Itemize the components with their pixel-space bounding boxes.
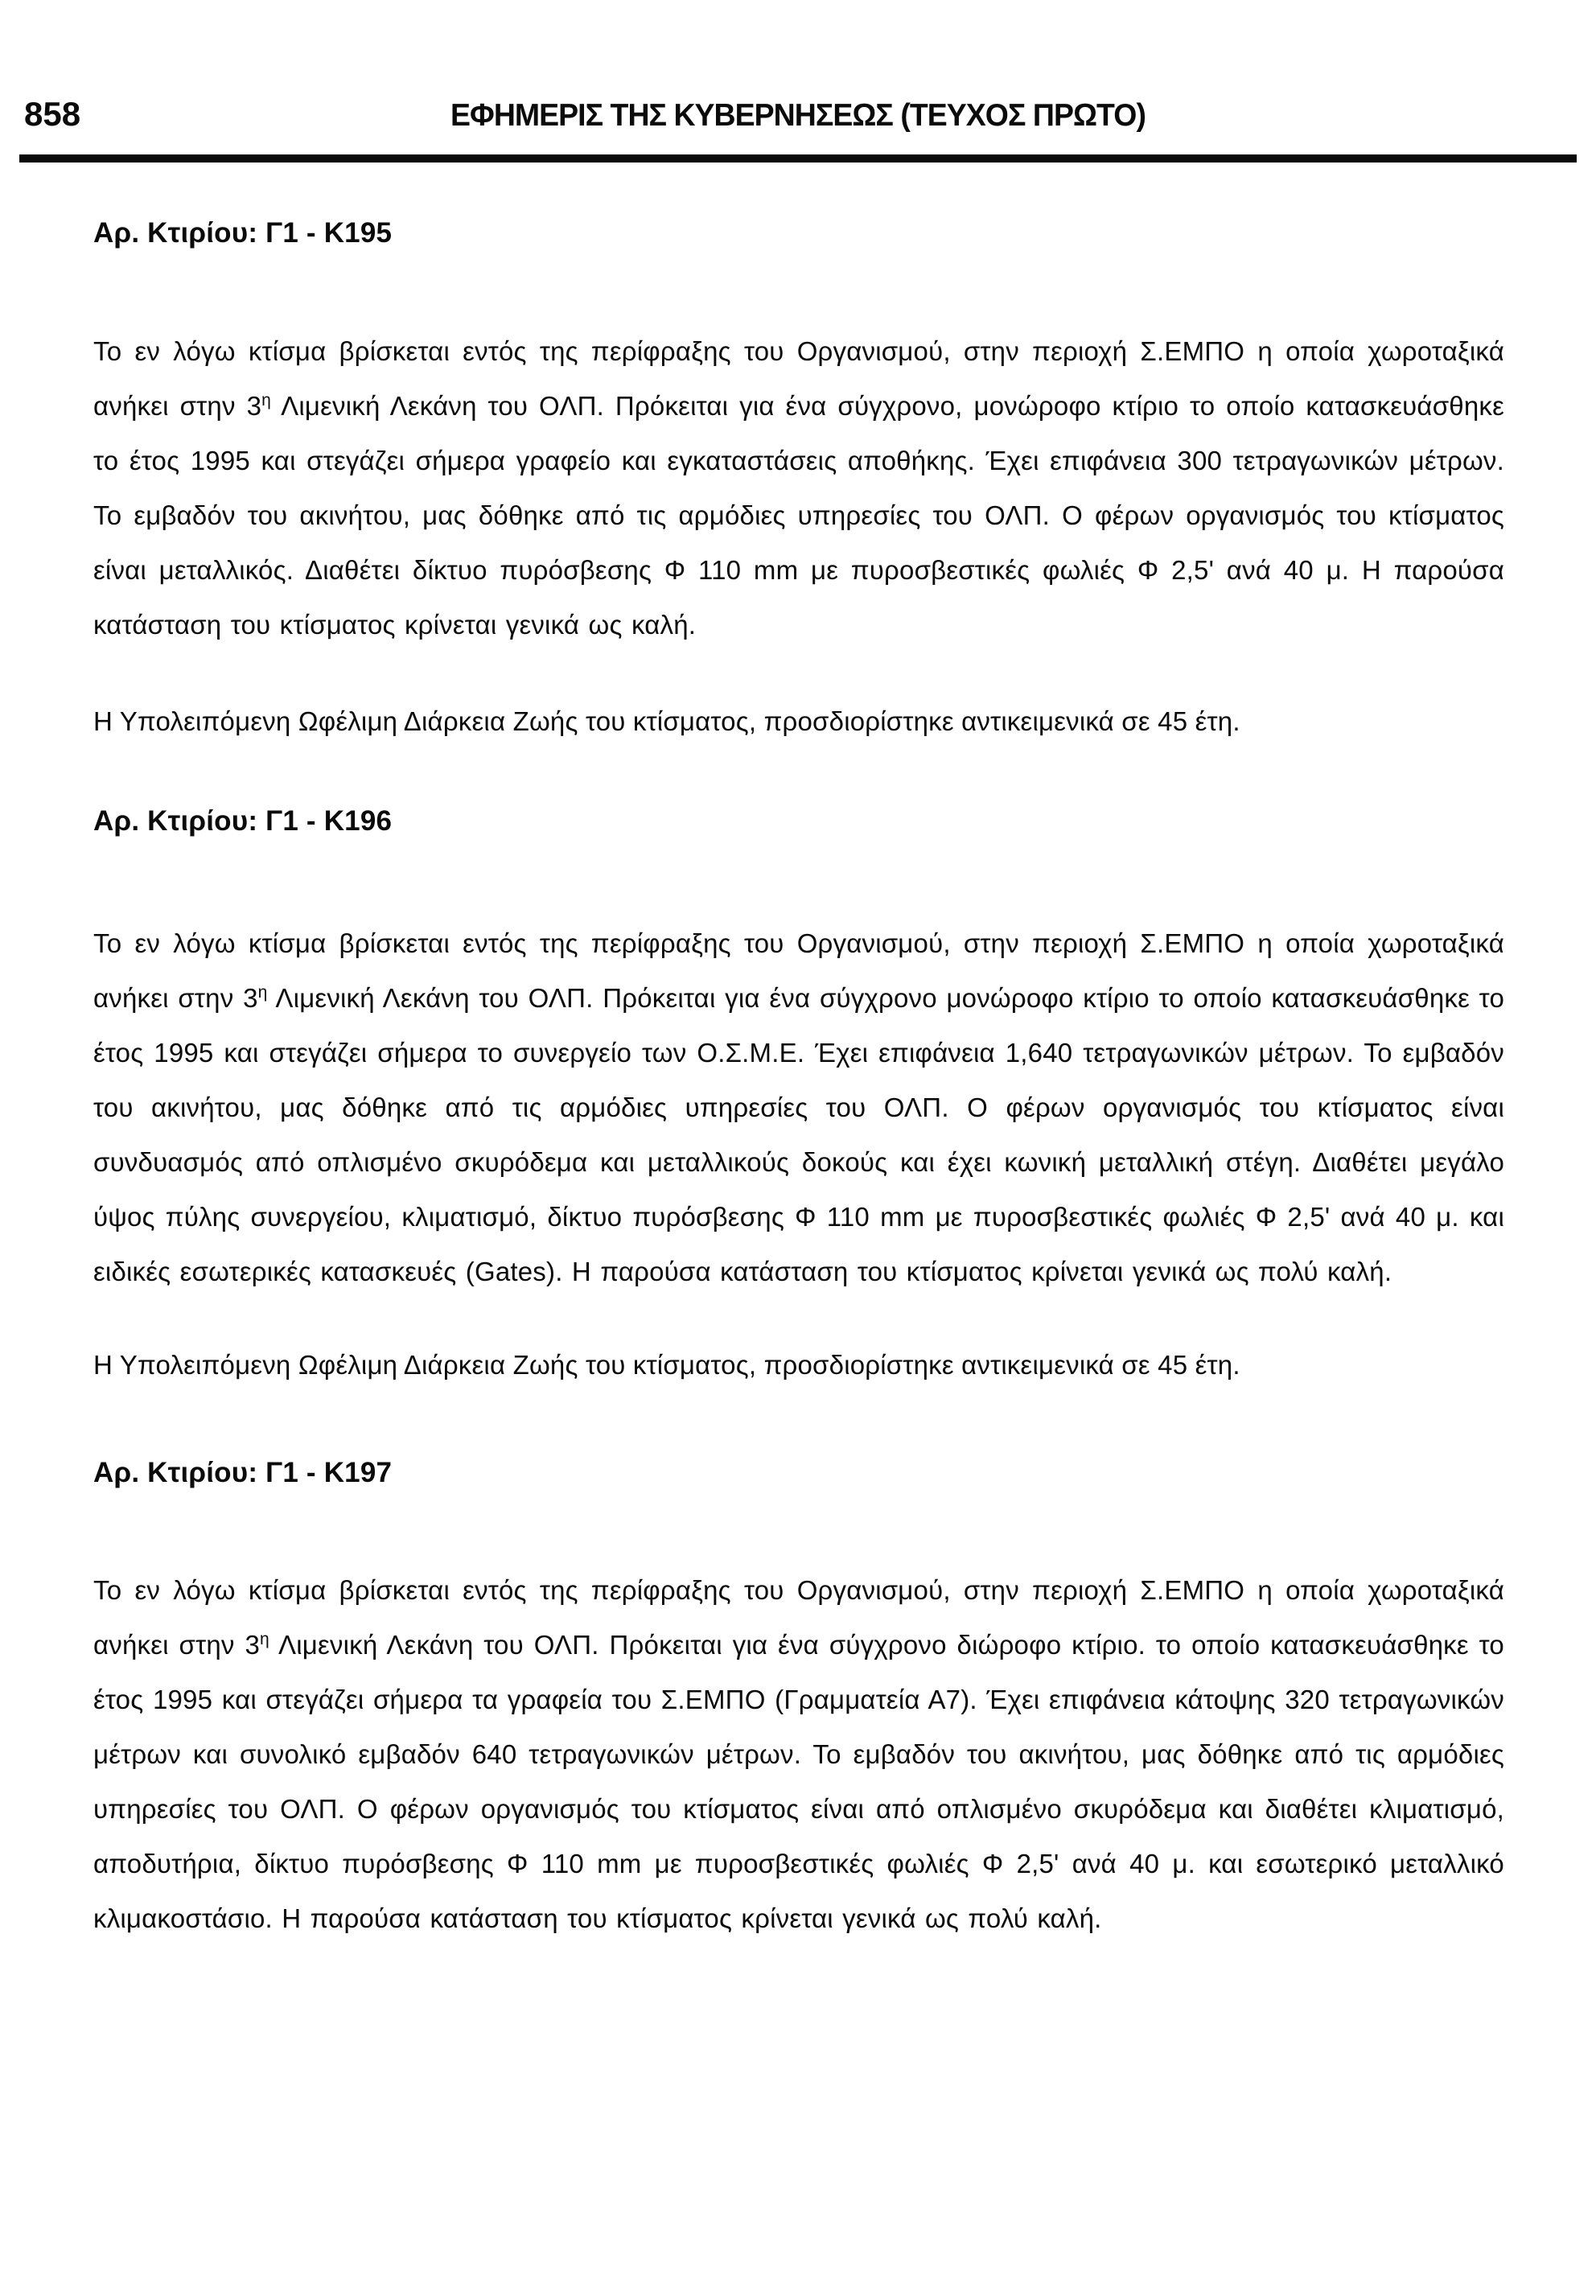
section-paragraph-k195 [93,324,1504,652]
section-heading-k196: Αρ. Κτιρίου: Γ1 - Κ196 [93,805,393,837]
building-section-k197 [93,1457,1504,1946]
building-section-k195 [93,217,1504,741]
paragraph-text-after-ordinal: Λιμενική Λεκάνη του ΟΛΠ. Πρόκειται για ένα σύγχρονο, μονώροφο κτίριο το οποίο κατασκευάσθηκε το έτος 1995 και στεγάζει σήμερα γραφείο και εγκαταστάσεις αποθήκης. Έχει επιφάνεια 300 τετραγωνικών μέτρων. Το εμβαδόν του ακινήτου, μας δόθηκε από τις αρμόδιες υπηρεσίες του ΟΛΠ. Ο φέρων οργανισμός του κτίσματος είναι μεταλλικός. Διαθέτει δίκτυο πυρόσβεσης Φ 110 mm με πυροσβεστικές φωλιές Φ 2,5' ανά 40 μ. Η παρούσα κατάσταση του κτίσματος κρίνεται γενικά ως καλή. [93,391,1504,640]
paragraph-text-before-ordinal: Το εν λόγω κτίσμα βρίσκεται εντός της περίφραξης του Οργανισμού, στην περιοχή Σ.ΕΜΠΟ η οποία χωροταξικά ανήκει στην 3 [93,1575,1504,1660]
section-paragraph-k196 [93,916,1504,1299]
paragraph-text-before-ordinal: Το εν λόγω κτίσμα βρίσκεται εντός της περίφραξης του Οργανισμού, στην περιοχή Σ.ΕΜΠΟ η οποία χωροταξικά ανήκει στην 3 [93,928,1504,1013]
building-section-k196 [93,805,1504,1385]
header-title: ΕΦΗΜΕΡΙΣ ΤΗΣ ΚΥΒΕΡΝΗΣΕΩΣ (ΤΕΥΧΟΣ ΠΡΩΤΟ) [450,98,1146,133]
page-number: 858 [24,95,81,133]
section-heading-k195: Αρ. Κτιρίου: Γ1 - Κ195 [93,217,393,249]
paragraph-text-after-ordinal: Λιμενική Λεκάνη του ΟΛΠ. Πρόκειται για ένα σύγχρονο διώροφο κτίριο. το οποίο κατασκευάσθηκε το έτος 1995 και στεγάζει σήμερα τα γραφεία του Σ.ΕΜΠΟ (Γραμματεία Α7). Έχει επιφάνεια κάτοψης 320 τετραγωνικών μέτρων και συνολικό εμβαδόν 640 τετραγωνικών μέτρων. Το εμβαδόν του ακινήτου, μας δόθηκε από τις αρμόδιες υπηρεσίες του ΟΛΠ. Ο φέρων οργανισμός του κτίσματος είναι από οπλισμένο σκυρόδεμα και διαθέτει κλιματισμό, αποδυτήρια, δίκτυο πυρόσβεσης Φ 110 mm με πυροσβεστικές φωλιές Φ 2,5' ανά 40 μ. και εσωτερικό μεταλλικό κλιμακοστάσιο. Η παρούσα κατάσταση του κτίσματος κρίνεται γενικά ως πολύ καλή. [93,1630,1504,1933]
header-rule [19,154,1577,163]
page-content [0,217,1596,1946]
paragraph-text-after-ordinal: Λιμενική Λεκάνη του ΟΛΠ. Πρόκειται για ένα σύγχρονο μονώροφο κτίριο το οποίο κατασκευάσθηκε το έτος 1995 και στεγάζει σήμερα το συνεργείο των Ο.Σ.Μ.Ε. Έχει επιφάνεια 1,640 τετραγωνικών μέτρων. Το εμβαδόν του ακινήτου, μας δόθηκε από τις αρμόδιες υπηρεσίες του ΟΛΠ. Ο φέρων οργανισμός του κτίσματος είναι συνδυασμός από οπλισμένο σκυρόδεμα και μεταλλικούς δοκούς και έχει κωνική μεταλλική στέγη. Διαθέτει μεγάλο ύψος πύλης συνεργείου, κλιματισμό, δίκτυο πυρόσβεσης Φ 110 mm με πυροσβεστικές φωλιές Φ 2,5' ανά 40 μ. και ειδικές εσωτερικές κατασκευές (Gates). Η παρούσα κατάσταση του κτίσματος κρίνεται γενικά ως πολύ καλή. [93,983,1504,1286]
ordinal-superscript: η [260,1630,269,1648]
section-heading-k197: Αρ. Κτιρίου: Γ1 - Κ197 [93,1457,393,1488]
section-paragraph-k197 [93,1563,1504,1946]
paragraph-text-before-ordinal: Το εν λόγω κτίσμα βρίσκεται εντός της περίφραξης του Οργανισμού, στην περιοχή Σ.ΕΜΠΟ η οποία χωροταξικά ανήκει στην 3 [93,336,1504,421]
ordinal-superscript: η [261,391,272,409]
page-header [0,0,1596,142]
remaining-life-note-k195: Η Υπολειπόμενη Ωφέλιμη Διάρκεια Ζωής του κτίσματος, προσδιορίστηκε αντικειμενικά σε 45 έτη. [93,706,1240,736]
remaining-life-note-k196: Η Υπολειπόμενη Ωφέλιμη Διάρκεια Ζωής του κτίσματος, προσδιορίστηκε αντικειμενικά σε 45 έτη. [93,1350,1240,1380]
ordinal-superscript: η [257,983,268,1002]
